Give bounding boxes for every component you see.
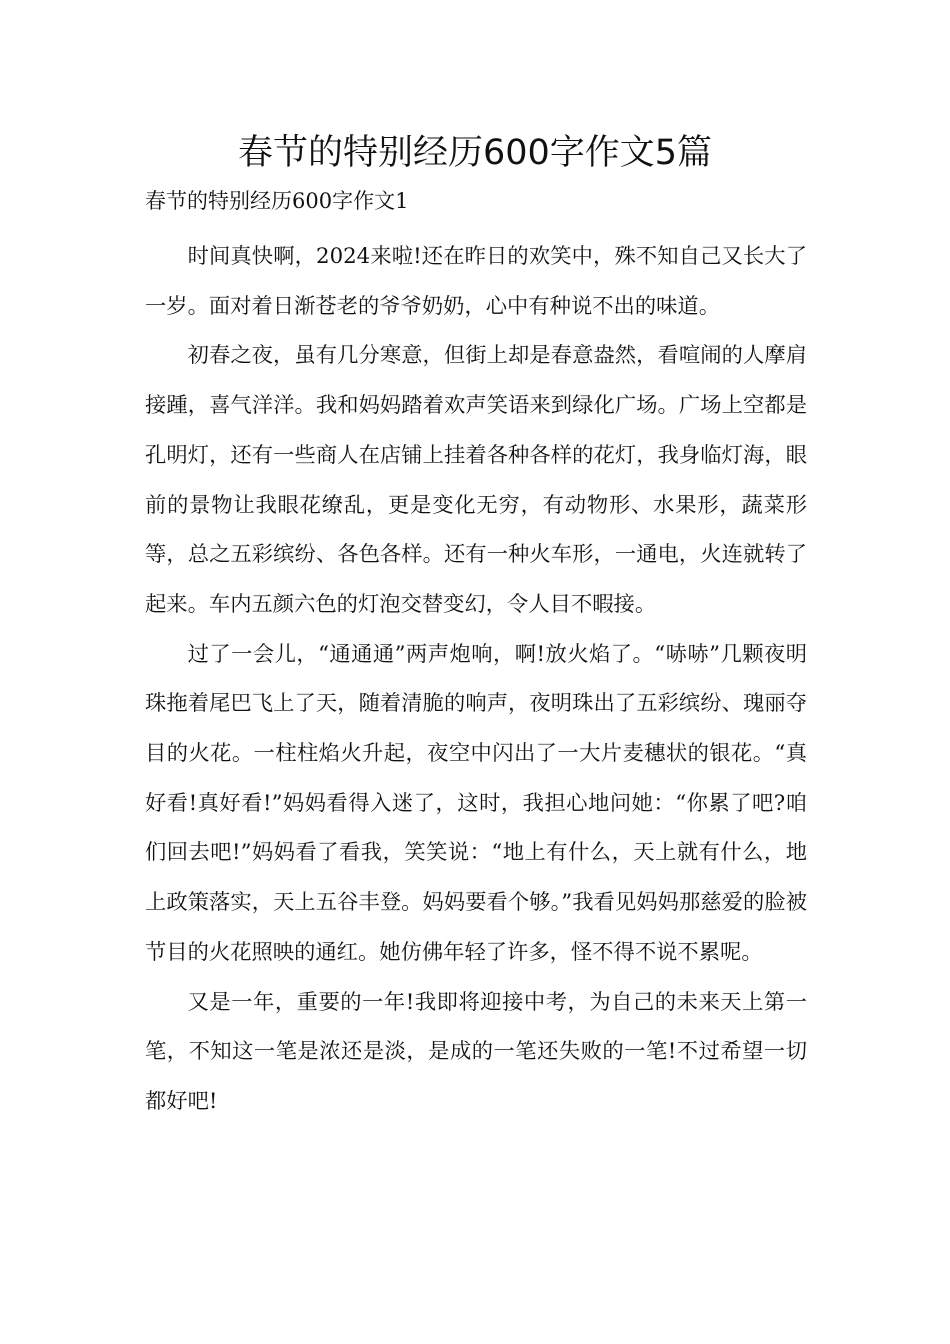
paragraph: 初春之夜，虽有几分寒意，但街上却是春意盎然，看喧闹的人摩肩接踵，喜气洋洋。我和妈妈踏着欢声笑语来到绿化广场。广场上空都是孔明灯，还有一些商人在店铺上挂着各种各样的花灯，我身临灯海，眼前的景物让我眼花缭乱，更是变化无穷，有动物形、水果形，蔬菜形等，总之五彩缤纷、各色各样。还有一种火车形，一通电，火连就转了起来。车内五颜六色的灯泡交替变幻，令人目不暇接。 (145, 343, 807, 617)
document-title: 春节的特别经历600字作文5篇 (237, 133, 713, 173)
paragraph: 又是一年，重要的一年!我即将迎接中考，为自己的未来天上第一笔，不知这一笔是浓还是淡，是成的一笔还失败的一笔!不过希望一切都好吧! (145, 989, 807, 1114)
paragraph: 过了一会儿，“通通通”两声炮响，啊!放火焰了。“哧哧”几颗夜明珠拖着尾巴飞上了天，随着清脆的响声，夜明珠出了五彩缤纷、瑰丽夺目的火花。一柱柱焰火升起，夜空中闪出了一大片麦穗状的银花。“真好看!真好看!”妈妈看得入迷了，这时，我担心地问她：“你累了吧?咱们回去吧!”妈妈看了看我，笑笑说：“地上有什么，天上就有什么，地上政策落实，天上五谷丰登。妈妈要看个够。”我看见妈妈那慈爱的脸被节目的火花照映的通红。她仿佛年轻了许多，怪不得不说不累呢。 (145, 641, 807, 965)
paragraph: 时间真快啊，2024来啦!还在昨日的欢笑中，殊不知自己又长大了一岁。面对着日渐苍老的爷爷奶奶，心中有种说不出的味道。 (145, 244, 807, 319)
essay-body (145, 232, 807, 1127)
essay-heading: 春节的特别经历600字作文1 (145, 189, 409, 213)
